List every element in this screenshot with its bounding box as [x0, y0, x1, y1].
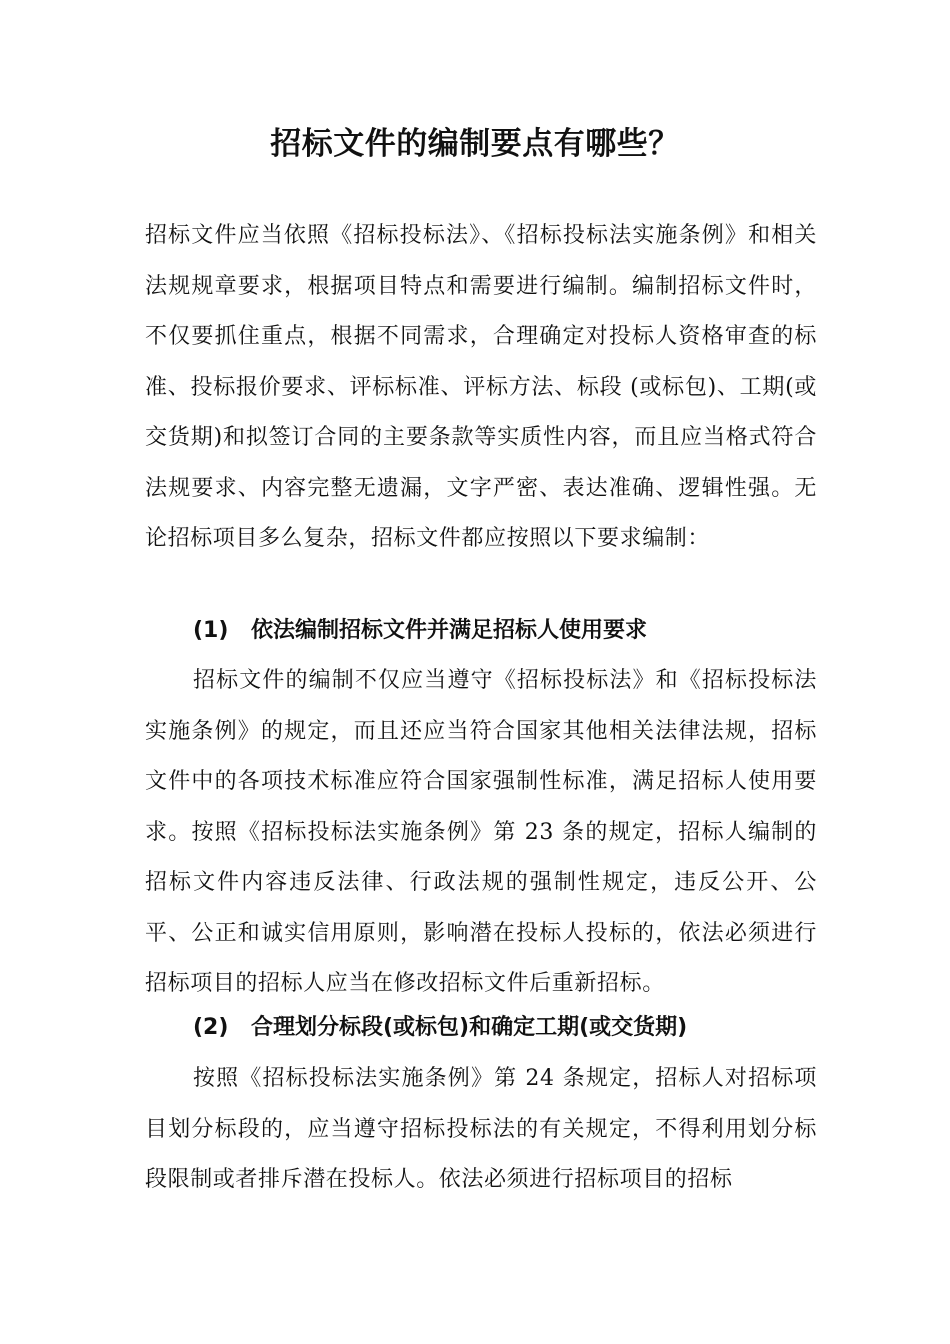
intro-paragraph: 招标文件应当依照《招标投标法》、《招标投标法实施条例》和相关法规规章要求，根据项目特点和需要进行编制。编制招标文件时，不仅要抓住重点，根据不同需求，合理确定对投标人资格审查的标准、投标报价要求、评标标准、评标方法、标段 (或标包)、工期(或交货期)和拟签订合同的主要条款等实质性内容，而且应当格式符合法规要求、内容完整无遗漏，文字严密、表达准确、逻辑性强。无论招标项目多么复杂，招标文件都应按照以下要求编制：	[145, 223, 817, 551]
section-heading-text-1: 依法编制招标文件并满足招标人使用要求	[251, 618, 648, 643]
section-body-1: 招标文件的编制不仅应当遵守《招标投标法》和《招标投标法实施条例》的规定，而且还应当符合国家其他相关法律法规，招标文件中的各项技术标准应符合国家强制性标准，满足招标人使用要求。按照《招标投标法实施条例》第 23 条的规定，招标人编制的招标文件内容违反法律、行政法规的强制性规定，违反公开、公平、公正和诚实信用原则，影响潜在投标人投标的，依法必须进行招标项目的招标人应当在修改招标文件后重新招标。	[145, 668, 817, 996]
section-body-2: 按照《招标投标法实施条例》第 24 条规定，招标人对招标项目划分标段的，应当遵守招标投标法的有关规定，不得利用划分标段限制或者排斥潜在投标人。依法必须进行招标项目的招标	[145, 1066, 817, 1192]
section-heading-2	[193, 1008, 833, 1048]
section-heading-1	[193, 611, 833, 651]
section-number-1: (1)	[193, 618, 229, 643]
document-title: 招标文件的编制要点有哪些？	[270, 126, 680, 162]
section-heading-text-2: 合理划分标段(或标包)和确定工期(或交货期)	[251, 1015, 688, 1040]
section-number-2: (2)	[193, 1015, 229, 1040]
